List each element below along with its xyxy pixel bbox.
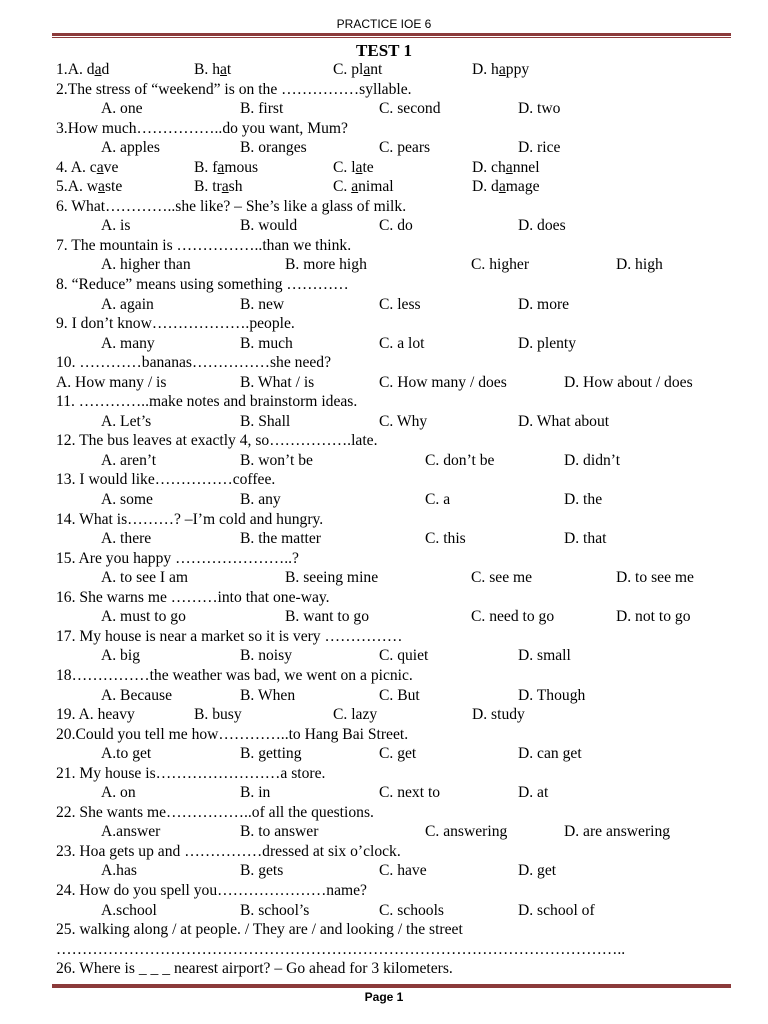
options-line: [56, 607, 756, 627]
word-part: D. ch: [472, 158, 506, 176]
question-line: [56, 314, 756, 334]
question-line: [56, 588, 756, 608]
options-line: [56, 686, 756, 706]
option-d: D. more: [518, 295, 570, 313]
option-b: B. Shall: [240, 412, 291, 430]
word-part: C. l: [333, 158, 356, 176]
option-d: D. does: [518, 217, 566, 235]
question-text: 7. The mountain is ……………..than we think.: [56, 236, 352, 254]
options-line: [56, 744, 756, 764]
options-line: [56, 646, 756, 666]
option-a: A. to see I am: [101, 569, 189, 587]
option-b: B. in: [240, 784, 271, 802]
option-c: C. this: [425, 530, 466, 548]
question-line: [56, 119, 756, 139]
word-part: a: [217, 158, 225, 176]
question-list: [56, 60, 756, 979]
word-part: a: [505, 158, 513, 176]
word-part: D. d: [472, 178, 499, 196]
option-d: D. not to go: [616, 608, 691, 626]
word-part: ppy: [505, 61, 530, 78]
question-text: 11. …………..make notes and brainstorm ideas.: [56, 393, 358, 411]
option-b: B. first: [240, 100, 284, 118]
question-line: [56, 510, 756, 530]
option-a: A. higher than: [101, 256, 191, 274]
word-part: 1.A. d: [56, 61, 95, 78]
word-part: B. tr: [194, 178, 222, 196]
option-b: B. getting: [240, 745, 302, 763]
word-part: a: [355, 158, 363, 176]
question-line: [56, 431, 756, 451]
question-line: [56, 236, 756, 256]
question-text: 16. She warns me ………into that one-way.: [56, 588, 330, 606]
option-d: D. plenty: [518, 334, 577, 352]
word-part: mage: [505, 178, 540, 196]
options-line: [56, 216, 756, 236]
word-part: a: [498, 178, 506, 196]
options-line: [56, 255, 756, 275]
test-title: TEST 1: [356, 41, 412, 60]
option-c: [333, 177, 394, 197]
question-line: [56, 275, 756, 295]
option-b: B. gets: [240, 862, 284, 880]
word-part: ve: [103, 158, 119, 176]
footer-rule: [52, 983, 731, 988]
word-part: a: [94, 61, 102, 78]
option-b: B. would: [240, 217, 298, 235]
option-c: C. second: [379, 100, 441, 118]
word-part: a: [363, 61, 371, 78]
word-part: D. h: [472, 61, 499, 78]
option-c: C. have: [379, 862, 427, 880]
word-part: mous: [224, 158, 259, 176]
word-part: t: [226, 61, 232, 78]
word-part: nimal: [358, 178, 394, 196]
option-d: D. get: [518, 862, 557, 880]
word-part: B. h: [194, 61, 220, 78]
question-text: 18……………the weather was bad, we went on a picnic.: [56, 666, 413, 684]
option-b: [194, 158, 258, 178]
option-b: B. more high: [285, 256, 367, 274]
options-line: [56, 490, 756, 510]
page-number: Page 1: [364, 990, 404, 1004]
word-part: a: [98, 178, 105, 196]
option-d: D. that: [564, 530, 607, 548]
option-b: B. to answer: [240, 823, 319, 841]
word-part: 4. A. c: [56, 158, 97, 176]
options-line: [56, 412, 756, 432]
word-part: a: [96, 158, 104, 176]
question-line: [56, 549, 756, 569]
word-part: B. f: [194, 158, 218, 176]
options-line: [56, 334, 756, 354]
question-line: [56, 842, 756, 862]
option-b: B. any: [240, 491, 281, 509]
options-line: [56, 529, 756, 549]
option-c: [333, 158, 374, 178]
options-line: [56, 451, 756, 471]
word-part: d: [101, 61, 110, 78]
option-b: B. oranges: [240, 139, 307, 157]
option-c: C. higher: [471, 256, 530, 274]
option-a: A. many: [101, 334, 155, 352]
word-part: te: [362, 158, 374, 176]
question-line: [56, 940, 756, 960]
option-a: A. How many / is: [56, 373, 167, 391]
option-a: [56, 60, 109, 80]
option-c: C. see me: [471, 569, 533, 587]
option-b: B. much: [240, 334, 293, 352]
option-d: D. are answering: [564, 823, 671, 841]
option-a: A. some: [101, 491, 153, 509]
question-line: [56, 197, 756, 217]
question-line: [56, 470, 756, 490]
option-a: 19. A. heavy: [56, 706, 135, 724]
option-c: C. But: [379, 686, 420, 704]
option-b: B. the matter: [240, 530, 321, 548]
option-c: C. lazy: [333, 706, 378, 724]
option-a: [56, 158, 118, 178]
options-line: [56, 705, 756, 725]
question-text: 8. “Reduce” means using something …………: [56, 276, 349, 294]
option-d: D. can get: [518, 745, 582, 763]
option-a: A.has: [101, 862, 137, 880]
word-part: sh: [228, 178, 243, 196]
question-text: 14. What is………? –I’m cold and hungry.: [56, 510, 324, 528]
option-b: B. noisy: [240, 647, 292, 665]
options-line: [56, 99, 756, 119]
option-c: C. schools: [379, 901, 444, 919]
word-part: a: [351, 178, 359, 196]
option-d: D. high: [616, 256, 663, 274]
question-line: [56, 803, 756, 823]
option-d: D. at: [518, 784, 549, 802]
option-d: D. two: [518, 100, 561, 118]
option-c: C. How many / does: [379, 373, 507, 391]
question-text: ………………………………………………………………………………………………..: [56, 940, 626, 958]
question-text: 6. What…………..she like? – She’s like a glass of milk.: [56, 197, 407, 215]
question-text: 23. Hoa gets up and ……………dressed at six o’clock.: [56, 842, 401, 860]
option-c: C. get: [379, 745, 417, 763]
option-d: D. rice: [518, 139, 561, 157]
options-line: [56, 177, 756, 197]
option-b: B. new: [240, 295, 285, 313]
option-a: A. on: [101, 784, 136, 802]
option-b: B. What / is: [240, 373, 315, 391]
option-a: A. Let’s: [101, 412, 152, 430]
option-d: [472, 158, 540, 178]
option-a: A. must to go: [101, 608, 186, 626]
option-c: C. don’t be: [425, 451, 495, 469]
option-d: [472, 177, 540, 197]
option-d: D. study: [472, 706, 525, 724]
option-c: C. next to: [379, 784, 441, 802]
header-rule: [52, 33, 731, 38]
question-text: 3.How much……………..do you want, Mum?: [56, 119, 348, 137]
option-b: B. won’t be: [240, 451, 313, 469]
option-a: A. one: [101, 100, 143, 118]
question-text: 22. She wants me……………..of all the questions.: [56, 803, 374, 821]
option-b: B. When: [240, 686, 296, 704]
word-part: C.: [333, 178, 352, 196]
question-text: 26. Where is _ _ _ nearest airport? – Go ahead for 3 kilometers.: [56, 960, 453, 978]
question-line: [56, 920, 756, 940]
options-line: [56, 138, 756, 158]
option-c: C. Why: [379, 412, 428, 430]
word-part: nt: [370, 61, 383, 78]
option-d: [472, 60, 529, 80]
question-line: [56, 764, 756, 784]
options-line: [56, 568, 756, 588]
question-text: 2.The stress of “weekend” is on the ……………syllable.: [56, 80, 412, 98]
options-line: [56, 861, 756, 881]
question-text: 21. My house is……………………a store.: [56, 764, 326, 782]
option-c: C. less: [379, 295, 421, 313]
option-d: D. school of: [518, 901, 595, 919]
options-line: [56, 373, 756, 393]
question-line: [56, 666, 756, 686]
question-line: [56, 881, 756, 901]
options-line: [56, 901, 756, 921]
option-a: A.answer: [101, 823, 161, 841]
option-d: D. the: [564, 491, 603, 509]
option-a: A. is: [101, 217, 131, 235]
option-c: C. pears: [379, 139, 431, 157]
question-text: 20.Could you tell me how…………..to Hang Bai Street.: [56, 725, 409, 743]
question-text: 12. The bus leaves at exactly 4, so…………….late.: [56, 432, 378, 450]
options-line: [56, 60, 756, 80]
option-c: C. need to go: [471, 608, 555, 626]
option-a: A.to get: [101, 745, 152, 763]
option-b: [194, 60, 231, 80]
option-b: B. busy: [194, 706, 242, 724]
option-d: D. What about: [518, 412, 610, 430]
option-c: [333, 60, 382, 80]
option-a: A. big: [101, 647, 140, 665]
option-a: A. apples: [101, 139, 160, 157]
word-part: 5.A. w: [56, 178, 99, 196]
options-line: [56, 783, 756, 803]
word-part: a: [221, 178, 229, 196]
option-a: A. there: [101, 530, 152, 548]
option-d: D. to see me: [616, 569, 694, 587]
option-a: [56, 177, 122, 197]
question-line: [56, 959, 756, 979]
word-part: C. pl: [333, 61, 364, 78]
option-b: B. want to go: [285, 608, 370, 626]
option-c: C. do: [379, 217, 413, 235]
option-c: C. a lot: [379, 334, 425, 352]
word-part: a: [220, 61, 227, 78]
options-line: [56, 295, 756, 315]
word-part: nnel: [512, 158, 540, 176]
question-line: [56, 392, 756, 412]
option-c: C. answering: [425, 823, 508, 841]
question-text: 15. Are you happy …………………..?: [56, 549, 299, 567]
page-header: PRACTICE IOE 6: [336, 17, 432, 31]
option-b: [194, 177, 243, 197]
question-text: 17. My house is near a market so it is very ……………: [56, 627, 403, 645]
question-text: 25. walking along / at people. / They are / and looking / the street: [56, 921, 463, 939]
question-text: 24. How do you spell you…………………name?: [56, 881, 367, 899]
option-d: D. Though: [518, 686, 586, 704]
option-d: D. How about / does: [564, 373, 693, 391]
option-a: A. again: [101, 295, 154, 313]
question-line: [56, 80, 756, 100]
option-c: C. quiet: [379, 647, 429, 665]
option-d: D. small: [518, 647, 571, 665]
options-line: [56, 158, 756, 178]
option-a: A. Because: [101, 686, 173, 704]
question-line: [56, 627, 756, 647]
option-b: B. school’s: [240, 901, 310, 919]
word-part: a: [498, 61, 506, 78]
word-part: ste: [104, 178, 123, 196]
option-a: A.school: [101, 901, 157, 919]
options-line: [56, 822, 756, 842]
question-line: [56, 725, 756, 745]
question-text: 9. I don’t know……………….people.: [56, 315, 295, 333]
option-b: B. seeing mine: [285, 569, 379, 587]
question-text: 13. I would like……………coffee.: [56, 471, 276, 489]
option-d: D. didn’t: [564, 451, 621, 469]
question-text: 10. …………bananas……………she need?: [56, 354, 331, 372]
question-line: [56, 353, 756, 373]
option-a: A. aren’t: [101, 451, 157, 469]
option-c: C. a: [425, 491, 451, 509]
